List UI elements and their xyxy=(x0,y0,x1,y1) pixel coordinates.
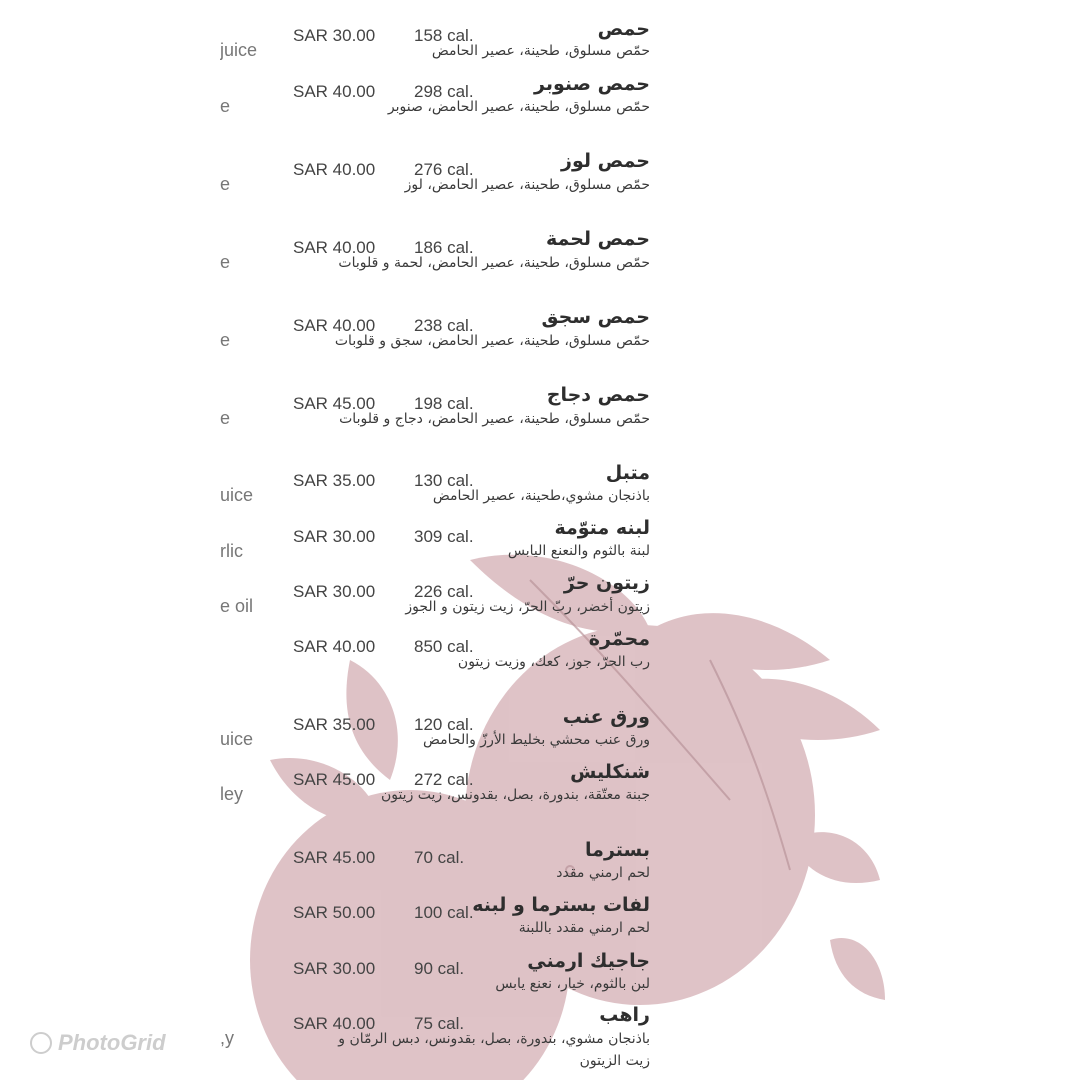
english-description-clipped: e xyxy=(220,408,231,428)
item-description-arabic: لبنة بالثوم والنعنع اليابس xyxy=(507,543,650,559)
item-price: SAR 40.00 xyxy=(293,316,376,335)
item-description-arabic: حمّص مسلوق، طحينة، عصير الحامض، دجاج و قلوبات xyxy=(339,411,650,427)
english-description-clipped: y, xyxy=(220,1028,235,1048)
item-price: SAR 30.00 xyxy=(293,527,376,546)
english-description-clipped: e xyxy=(220,252,231,272)
item-calories: 850 cal. xyxy=(414,637,474,656)
item-description-arabic: حمّص مسلوق، طحينة، عصير الحامض xyxy=(431,43,650,59)
item-price: SAR 40.00 xyxy=(293,160,376,179)
english-description-clipped: uice xyxy=(220,729,254,749)
item-title-arabic: لبنه متوّمة xyxy=(554,517,650,539)
item-calories: 186 cal. xyxy=(414,238,474,257)
item-calories: 298 cal. xyxy=(414,82,474,101)
item-title-arabic: ورق عنب xyxy=(562,706,650,728)
item-price: SAR 35.00 xyxy=(293,715,376,734)
right-margin xyxy=(886,0,1080,1080)
item-calories: 130 cal. xyxy=(414,471,474,490)
item-title-arabic: حمص لحمة xyxy=(545,228,650,250)
item-calories: 100 cal. xyxy=(414,903,474,922)
item-description-arabic: لحم ارمني مقدد باللبنة xyxy=(518,920,650,936)
english-description-clipped: e xyxy=(220,96,231,116)
item-price: SAR 45.00 xyxy=(293,848,376,867)
item-calories: 70 cal. xyxy=(414,848,465,867)
item-description-arabic: لبن بالثوم، خيار، نعنع يابس xyxy=(495,976,650,992)
item-title-arabic: حمص لوز xyxy=(561,150,650,172)
english-description-clipped: uice xyxy=(220,485,254,505)
item-description-arabic: لحم ارمني مقدد xyxy=(556,865,650,881)
item-description-arabic: ورق عنب محشي بخليط الأرزّ والحامض xyxy=(422,732,650,748)
item-description-arabic: رب الحرّ، جوز، كعك، وزيت زيتون xyxy=(457,654,650,670)
item-calories: 309 cal. xyxy=(414,527,474,546)
item-price: SAR 40.00 xyxy=(293,238,376,257)
pomegranate-illustration xyxy=(230,540,890,1080)
item-price: SAR 40.00 xyxy=(293,637,376,656)
english-description-clipped: e oil xyxy=(220,596,254,616)
item-calories: 120 cal. xyxy=(414,715,474,734)
item-calories: 90 cal. xyxy=(414,959,465,978)
item-calories: 276 cal. xyxy=(414,160,474,179)
item-price: SAR 45.00 xyxy=(293,770,376,789)
item-title-arabic: راهب xyxy=(599,1004,650,1026)
item-title-arabic: جاجيك ارمني xyxy=(527,950,650,972)
item-calories: 198 cal. xyxy=(414,394,474,413)
item-calories: 226 cal. xyxy=(414,582,474,601)
item-title-arabic: حمص صنوبر xyxy=(534,73,650,95)
item-description-arabic: حمّص مسلوق، طحينة، عصير الحامض، صنوبر xyxy=(387,99,650,115)
photogrid-logo-icon xyxy=(30,1032,52,1054)
item-title-arabic: لفات بسترما و لبنه xyxy=(472,894,650,916)
item-price: SAR 35.00 xyxy=(293,471,376,490)
english-description-clipped: ley xyxy=(220,784,244,804)
item-title-arabic: بسترما xyxy=(585,839,650,861)
item-price: SAR 50.00 xyxy=(293,903,376,922)
item-price: SAR 40.00 xyxy=(293,1014,376,1033)
item-description-arabic: باذنجان مشوي، بندورة، بصل، بقدونس، دبس الرمّان و زيت الزيتون xyxy=(338,1031,650,1069)
item-title-arabic: متبل xyxy=(605,462,650,484)
item-title-arabic: حمص xyxy=(597,18,650,40)
item-price: SAR 45.00 xyxy=(293,394,376,413)
item-description-arabic: باذنجان مشوي،طحينة، عصير الحامض xyxy=(432,488,650,504)
watermark-text: PhotoGrid xyxy=(58,1030,166,1055)
item-title-arabic: محمّرة xyxy=(588,628,650,650)
item-description-arabic: جبنة معتّقة، بندورة، بصل، بقدونس، زيت زيتون xyxy=(380,787,650,803)
item-price: SAR 30.00 xyxy=(293,26,376,45)
item-title-arabic: شنكليش xyxy=(570,761,650,783)
english-description-clipped: juice xyxy=(220,40,258,60)
item-calories: 272 cal. xyxy=(414,770,474,789)
item-title-arabic: حمص سجق xyxy=(541,306,650,328)
item-description-arabic: زيتون أخضر، ربّ الحرّ، زيت زيتون و الجوز xyxy=(405,599,650,615)
item-description-arabic: حمّص مسلوق، طحينة، عصير الحامض، سجق و قلوبات xyxy=(334,333,650,349)
english-description-clipped: e xyxy=(220,174,231,194)
item-description-arabic: حمّص مسلوق، طحينة، عصير الحامض، لوز xyxy=(404,177,650,193)
item-calories: 238 cal. xyxy=(414,316,474,335)
english-description-clipped: rlic xyxy=(220,541,243,561)
item-price: SAR 30.00 xyxy=(293,582,376,601)
item-title-arabic: زيتون حرّ xyxy=(563,572,650,594)
item-description-arabic: حمّص مسلوق، طحينة، عصير الحامض، لحمة و قلوبات xyxy=(338,255,650,271)
item-calories: 158 cal. xyxy=(414,26,474,45)
item-title-arabic: حمص دجاج xyxy=(546,384,650,406)
photogrid-watermark xyxy=(30,1030,166,1056)
item-price: SAR 30.00 xyxy=(293,959,376,978)
item-price: SAR 40.00 xyxy=(293,82,376,101)
item-calories: 75 cal. xyxy=(414,1014,465,1033)
english-description-clipped: e xyxy=(220,330,231,350)
